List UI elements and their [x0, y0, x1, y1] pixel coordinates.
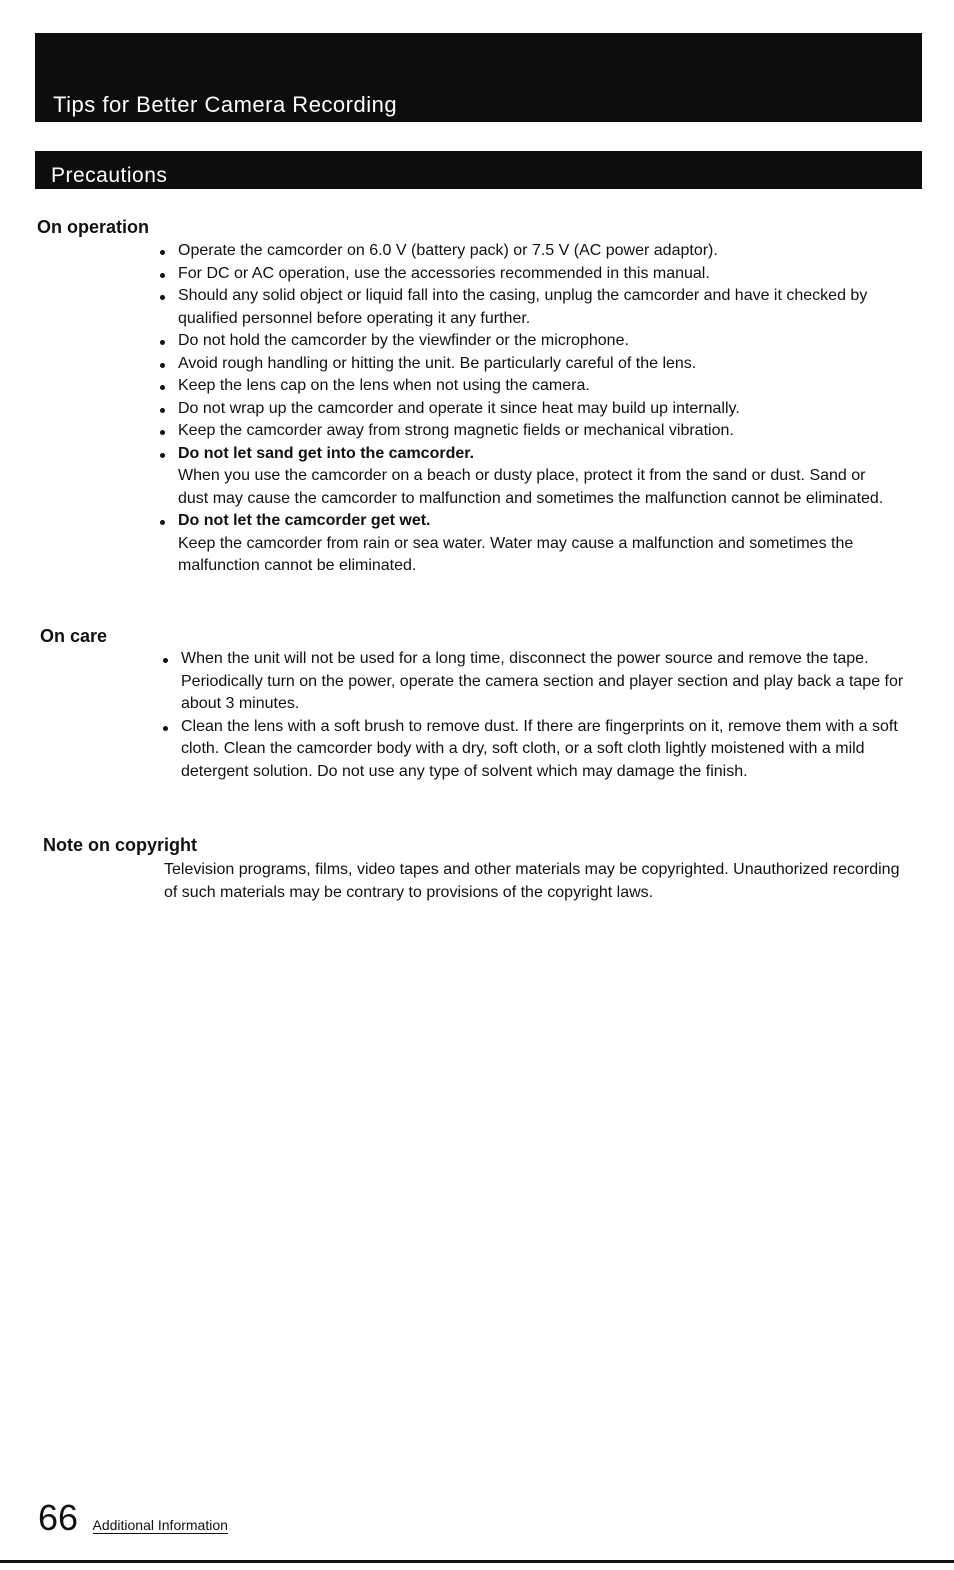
footer-section-label: Additional Information	[92, 1517, 228, 1533]
page-title: Tips for Better Camera Recording	[53, 92, 398, 117]
list-item: Keep the camcorder away from strong magnetic fields or mechanical vibration.	[160, 420, 890, 443]
list-item: Keep the lens cap on the lens when not using the camera.	[160, 375, 890, 398]
list-item: When the unit will not be used for a long time, disconnect the power source and remove the tape. Periodically turn on the power, operate the camera section and player section and play back a tape for about 3 minutes.	[163, 648, 923, 716]
list-item: For DC or AC operation, use the accessories recommended in this manual.	[160, 263, 890, 286]
page-number: 66	[38, 1497, 79, 1538]
operation-list	[160, 240, 890, 578]
bottom-divider	[0, 1560, 954, 1563]
care-list	[163, 648, 923, 783]
list-item: Do not hold the camcorder by the viewfinder or the microphone.	[160, 330, 890, 353]
list-item: Do not let sand get into the camcorder. When you use the camcorder on a beach or dusty place, protect it from the sand or dust. Sand or dust may cause the camcorder to malfunction and sometimes the malfunction cannot be eliminated.	[160, 443, 890, 511]
title-banner	[35, 33, 922, 122]
list-item: Do not let the camcorder get wet. Keep the camcorder from rain or sea water. Water may cause a malfunction and sometimes the malfunction cannot be eliminated.	[160, 510, 890, 578]
operation-heading: On operation	[37, 217, 149, 237]
warning-heading: Do not let the camcorder get wet.	[178, 512, 431, 529]
list-item: Clean the lens with a soft brush to remove dust. If there are fingerprints on it, remove them with a soft cloth. Clean the camcorder body with a dry, soft cloth, or a soft cloth lightly moistened with a mild detergent solution. Do not use any type of solvent which may damage the finish.	[163, 716, 923, 784]
copyright-heading: Note on copyright	[43, 835, 197, 855]
section-bar	[35, 151, 922, 189]
section-title: Precautions	[51, 164, 168, 187]
warning-heading: Do not let sand get into the camcorder.	[178, 444, 475, 462]
list-item: Should any solid object or liquid fall into the casing, unplug the camcorder and have it checked by qualified personnel before operating it any further.	[160, 285, 890, 330]
list-item: Do not wrap up the camcorder and operate it since heat may build up internally.	[160, 398, 890, 421]
page-footer	[38, 1497, 228, 1539]
list-item: Operate the camcorder on 6.0 V (battery pack) or 7.5 V (AC power adaptor).	[160, 240, 890, 263]
list-item: Avoid rough handling or hitting the unit. Be particularly careful of the lens.	[160, 353, 890, 376]
care-heading: On care	[40, 626, 108, 646]
copyright-text: Television programs, films, video tapes and other materials may be copyrighted. Unauthorized recording of such materials may be contrary to provisions of the copyright laws.	[164, 861, 900, 901]
